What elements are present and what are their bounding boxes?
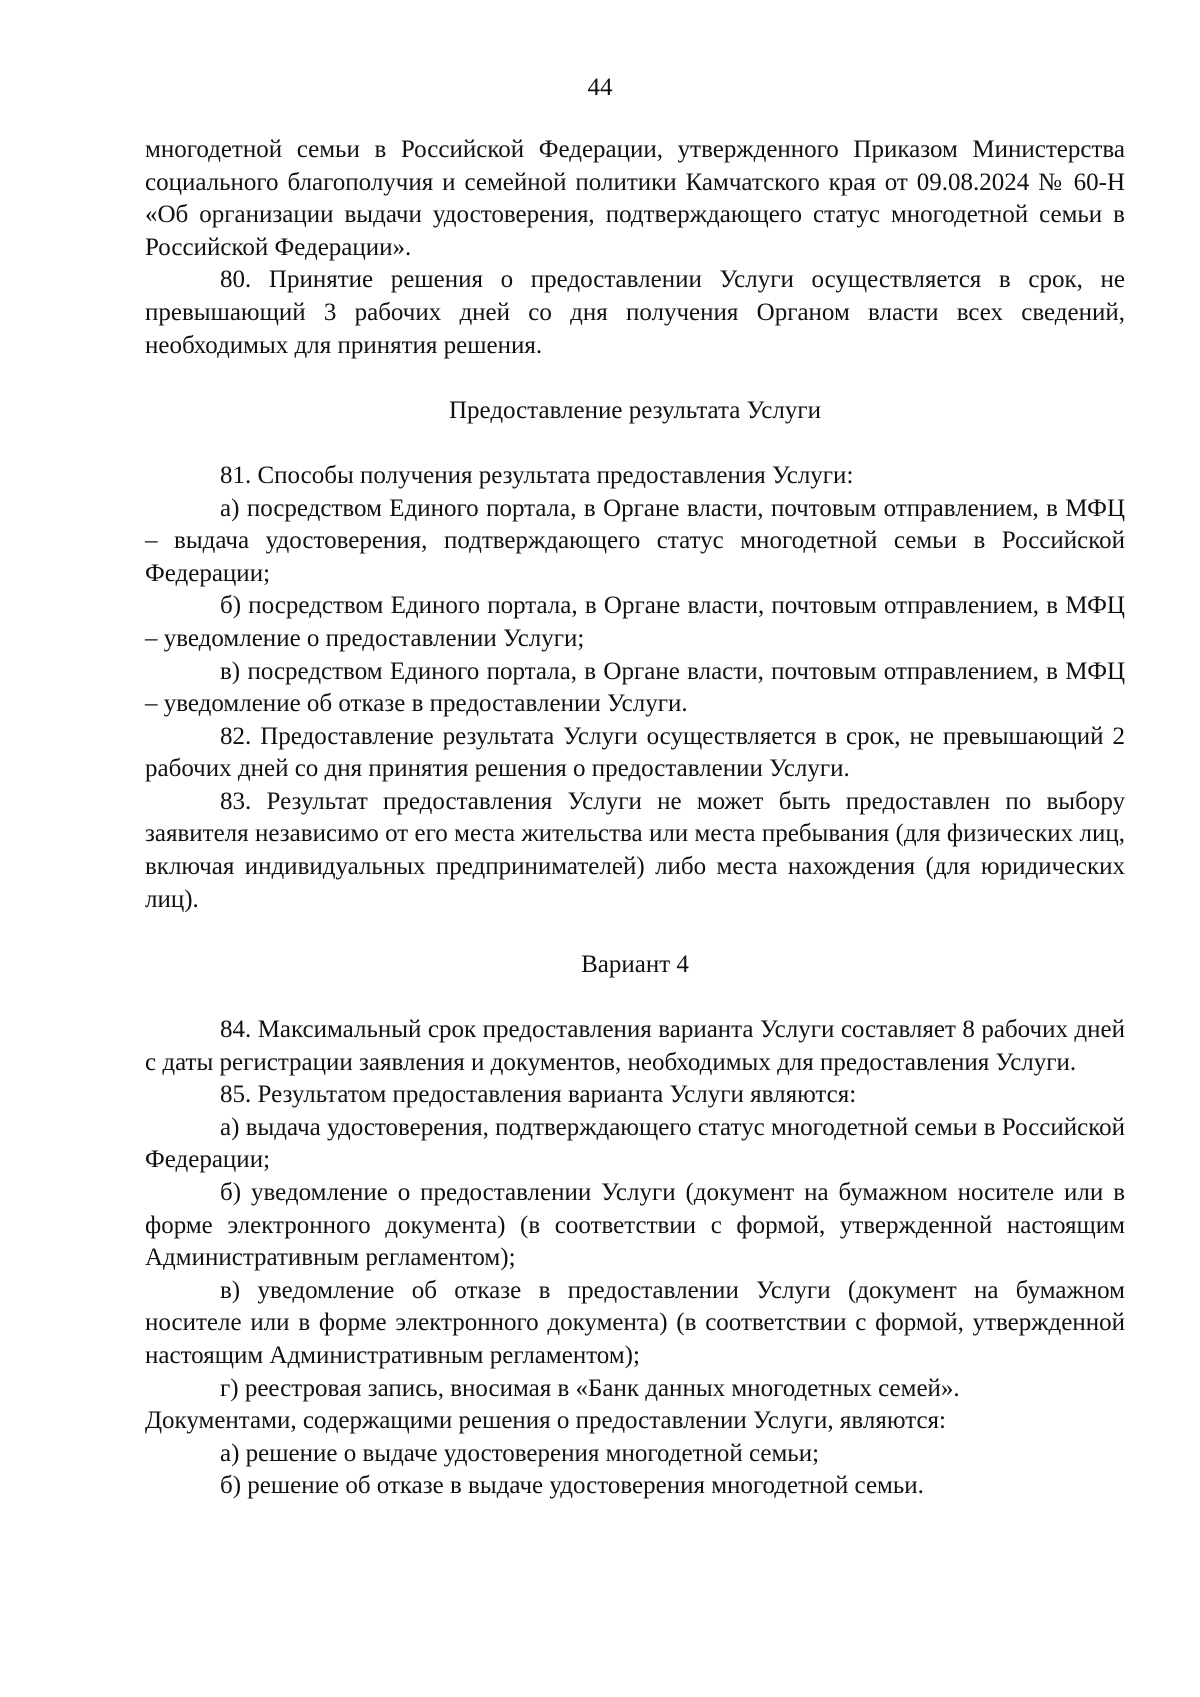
paragraph-81-v: в) посредством Единого портала, в Органе власти, почтовым отправлением, в МФЦ – уведомление об отказе в предоставлении Услуги. [145,657,1125,718]
document-body [145,134,1125,1503]
paragraph-80: 80. Принятие решения о предоставлении Услуги осуществляется в срок, не превышающий 3 рабочих дней со дня получения Органом власти всех сведений, необходимых для принятия решения. [145,266,1125,359]
paragraph-81-a: а) посредством Единого портала, в Органе власти, почтовым отправлением, в МФЦ – выдача удостоверения, подтверждающего статус многодетной семьи в Российской Федерации; [145,494,1125,587]
section-heading-variant-4: Вариант 4 [581,950,689,978]
page-number: 44 [587,74,613,101]
paragraph-83: 83. Результат предоставления Услуги не может быть предоставлен по выбору заявителя независимо от его места жительства или места пребывания (для физических лиц, включая индивидуальных предпринимателей) либо места нахождения (для юридических лиц). [145,787,1125,913]
paragraph-continuation: многодетной семьи в Российской Федерации, утвержденного Приказом Министерства социального благополучия и семейной политики Камчатского края от 09.08.2024 № 60-Н «Об организации выдачи удостоверения, подтверждающего статус многодетной семьи в Российской Федерации». [145,136,1125,261]
paragraph-85: 85. Результатом предоставления варианта Услуги являются: [220,1081,857,1109]
paragraph-decision-b: б) решение об отказе в выдаче удостоверения многодетной семьи. [220,1472,924,1500]
section-heading-result: Предоставление результата Услуги [449,396,821,424]
paragraph-decision-documents: Документами, содержащими решения о предоставлении Услуги, являются: [145,1407,946,1435]
paragraph-81-b: б) посредством Единого портала, в Органе власти, почтовым отправлением, в МФЦ – уведомление о предоставлении Услуги; [145,592,1125,652]
paragraph-81: 81. Способы получения результата предоставления Услуги: [220,461,854,489]
paragraph-85-g: г) реестровая запись, вносимая в «Банк данных многодетных семей». [220,1374,960,1402]
paragraph-82: 82. Предоставление результата Услуги осуществляется в срок, не превышающий 2 рабочих дней со дня принятия решения о предоставлении Услуги. [145,722,1125,783]
paragraph-84: 84. Максимальный срок предоставления варианта Услуги составляет 8 рабочих дней с даты регистрации заявления и документов, необходимых для предоставления Услуги. [145,1016,1125,1076]
paragraph-85-v: в) уведомление об отказе в предоставлении Услуги (документ на бумажном носителе или в форме электронного документа) (в соответствии с формой, утвержденной настоящим Административным регламентом); [145,1276,1125,1369]
paragraph-85-a: а) выдача удостоверения, подтверждающего статус многодетной семьи в Российской Федерации; [145,1113,1125,1174]
paragraph-decision-a: а) решение о выдаче удостоверения многодетной семьи; [220,1439,820,1467]
paragraph-85-b: б) уведомление о предоставлении Услуги (документ на бумажном носителе или в форме электронного документа) (в соответствии с формой, утвержденной настоящим Административным регламентом); [145,1179,1125,1272]
